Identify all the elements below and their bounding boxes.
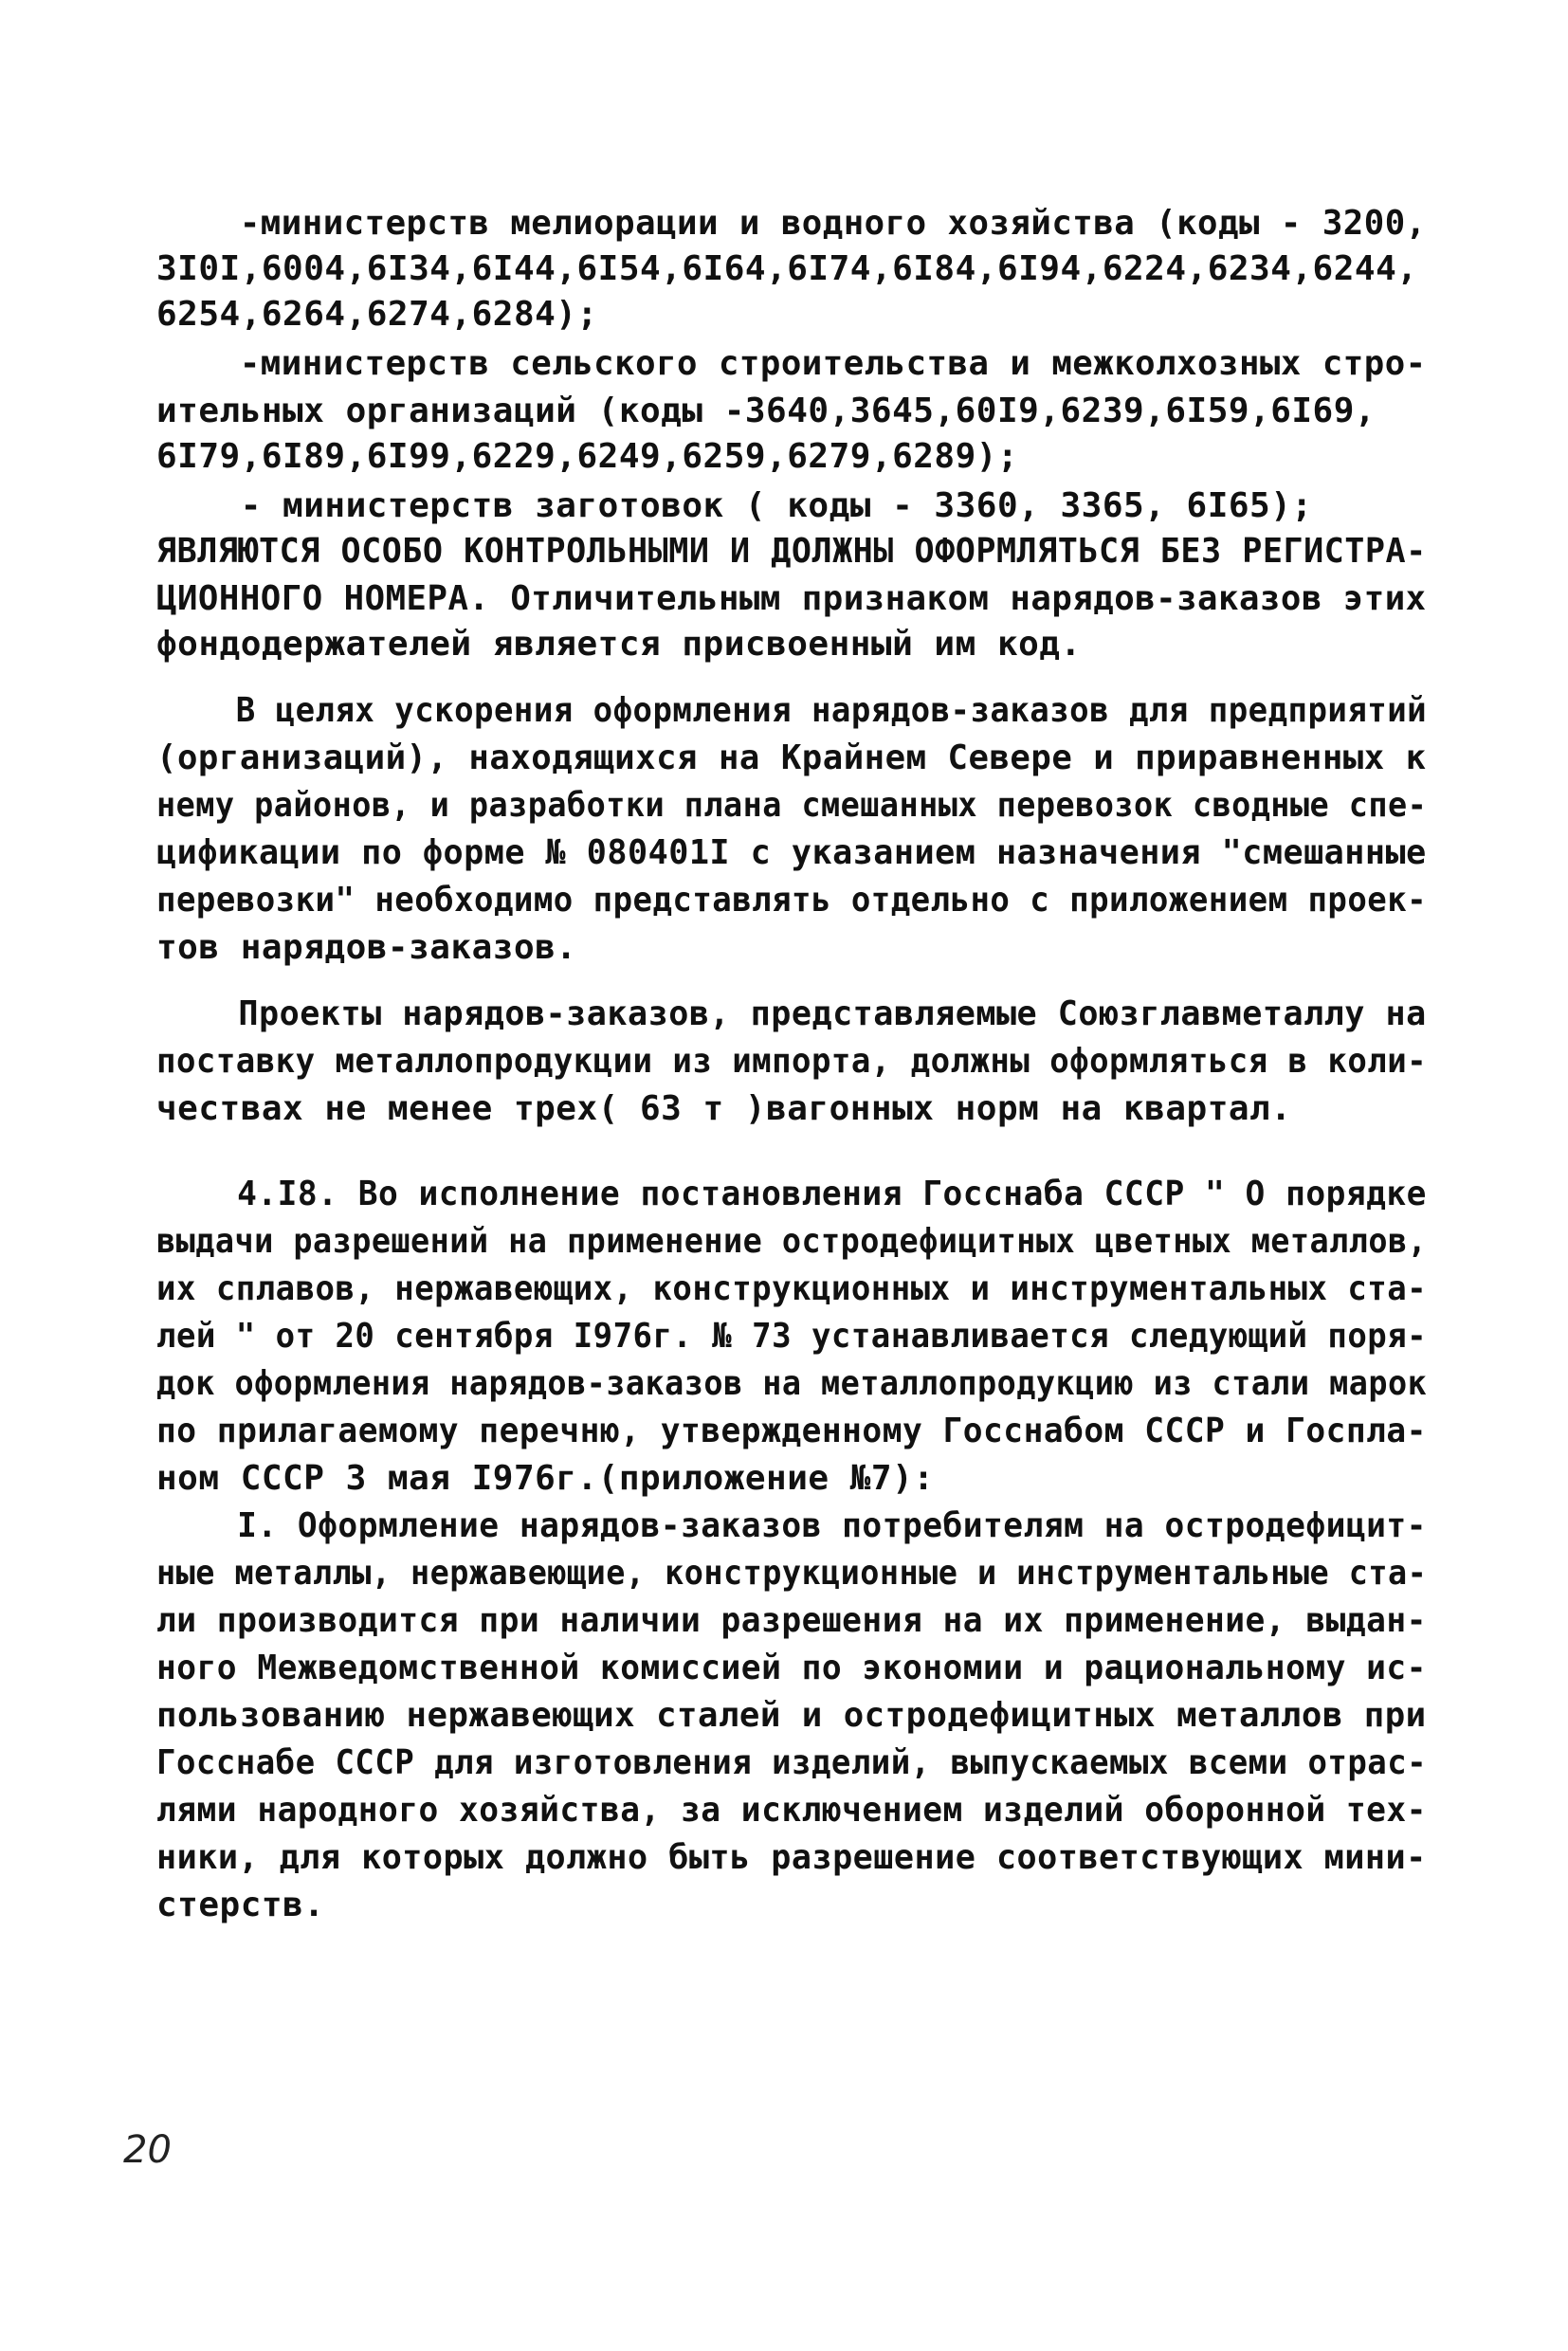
text-line: I. Оформление нарядов-заказов потребителям на остродефицит- (156, 1506, 1427, 1545)
text-line: - министерств заготовок ( коды - 3360, 3365, 6I65); (156, 486, 1313, 525)
text-line: пользованию нержавеющих сталей и остродефицитных металлов при (156, 1696, 1427, 1735)
text-line: фондодержателей является присвоенный им код. (156, 625, 1082, 664)
text-line: ники, для которых должно быть разрешение соответствующих мини- (156, 1838, 1427, 1877)
text-line: -министерств сельского строительства и межколхозных стро- (156, 344, 1427, 383)
text-line: док оформления нарядов-заказов на металлопродукцию из стали марок (156, 1364, 1428, 1403)
text-line: ЯВЛЯЮТСЯ ОСОБО КОНТРОЛЬНЫМИ И ДОЛЖНЫ ОФОРМЛЯТЬСЯ БЕЗ РЕГИСТРА- (156, 532, 1427, 571)
text-line: чествах не менее трех( 63 т )вагонных норм на квартал. (156, 1089, 1292, 1128)
text-line: Проекты нарядов-заказов, представляемые Союзглавметаллу на (156, 994, 1427, 1033)
text-line: 3I0I,6004,6I34,6I44,6I54,6I64,6I74,6I84,6I94,6224,6234,6244, (156, 249, 1418, 288)
text-line: лями народного хозяйства, за исключением изделий оборонной тех- (156, 1791, 1427, 1830)
text-line: по прилагаемому перечню, утвержденному Госснабом СССР и Госпла- (156, 1412, 1427, 1450)
text-line: Госснабе СССР для изготовления изделий, выпускаемых всеми отрас- (156, 1743, 1428, 1782)
text-line: ЦИОННОГО НОМЕРА. Отличительным признаком нарядов-заказов этих (156, 579, 1427, 618)
text-line: их сплавов, нержавеющих, конструкционных и инструментальных ста- (156, 1269, 1428, 1308)
text-line: цификации по форме № 080401I с указанием назначения "смешанные (156, 833, 1427, 872)
text-line: ном СССР 3 мая I976г.(приложение №7): (156, 1459, 935, 1498)
text-line: ли производится при наличии разрешения на их применение, выдан- (156, 1601, 1427, 1640)
text-line: выдачи разрешений на применение остродефицитных цветных металлов, (156, 1222, 1428, 1261)
text-line: 6254,6264,6274,6284); (156, 295, 598, 334)
text-line: тов нарядов-заказов. (156, 928, 577, 967)
text-line: В целях ускорения оформления нарядов-заказов для предприятий (156, 691, 1428, 730)
text-line: ного Межведомственной комиссией по экономии и рациональному ис- (156, 1649, 1427, 1687)
text-line: поставку металлопродукции из импорта, должны оформляться в коли- (156, 1042, 1428, 1081)
text-line: нему районов, и разработки плана смешанных перевозок сводные спе- (156, 786, 1428, 825)
text-line: ные металлы, нержавеющие, конструкционные и инструментальные ста- (156, 1554, 1428, 1593)
page-number: 20 (123, 2128, 172, 2172)
text-line: ительных организаций (коды -3640,3645,60I9,6239,6I59,6I69, (156, 392, 1377, 430)
text-line: стерств. (156, 1886, 325, 1924)
text-line: -министерств мелиорации и водного хозяйства (коды - 3200, (156, 204, 1427, 243)
text-line: 4.I8. Во исполнение постановления Госснаба СССР " О порядке (156, 1175, 1427, 1213)
text-line: лей " от 20 сентября I976г. № 73 устанавливается следующий поря- (156, 1317, 1428, 1356)
text-line: 6I79,6I89,6I99,6229,6249,6259,6279,6289); (156, 437, 1019, 476)
text-line: перевозки" необходимо представлять отдельно с приложением проек- (156, 881, 1428, 920)
text-line: (организаций), находящихся на Крайнем Севере и приравненных к (156, 738, 1427, 777)
